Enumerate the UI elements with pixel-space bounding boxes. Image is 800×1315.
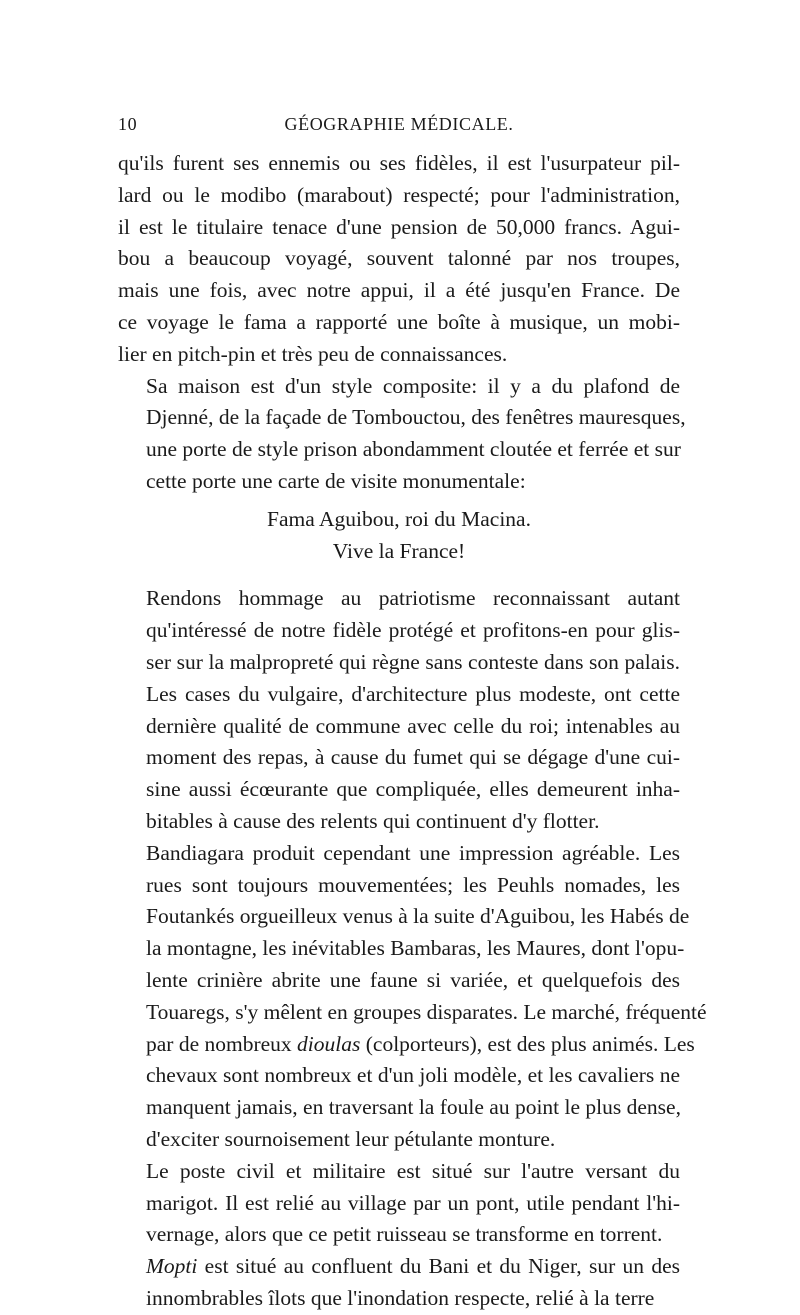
- text-line: Le poste civil et militaire est situé sur l'autre versant du: [146, 1158, 680, 1183]
- paragraph: [118, 583, 680, 837]
- text-line: manquent jamais, en traversant la foule au point le plus dense,: [146, 1095, 681, 1120]
- text-line: la montagne, les inévitables Bambaras, les Maures, dont l'opu-: [146, 936, 685, 961]
- inscription-line: Fama Aguibou, roi du Macina.: [267, 506, 531, 531]
- text-line: lier en pitch-pin et très peu de connaissances.: [118, 341, 508, 366]
- text-line: Bandiagara produit cependant une impression agréable. Les: [146, 840, 680, 865]
- text-line: Touaregs, s'y mêlent en groupes disparates. Le marché, fréquenté: [146, 999, 707, 1024]
- text-line: Sa maison est d'un style composite: il y a du plafond de: [146, 373, 680, 398]
- paragraph: [118, 371, 686, 498]
- text-line: innombrables îlots que l'inondation respecte, relié à la terre: [146, 1285, 655, 1310]
- text-line: d'exciter sournoisement leur pétulante monture.: [146, 1126, 556, 1151]
- text-line: Foutankés orgueilleux venus à la suite d'Aguibou, les Habés de: [146, 904, 690, 929]
- text-line: il est le titulaire tenace d'une pension de 50,000 francs. Agui-: [118, 214, 680, 239]
- text-line: sine aussi écœurante que compliquée, elles demeurent inha-: [146, 777, 680, 802]
- paragraph: [118, 838, 707, 1156]
- text-line: Les cases du vulgaire, d'architecture plus modeste, ont cette: [146, 681, 680, 706]
- text-line: marigot. Il est relié au village par un pont, utile pendant l'hi-: [146, 1190, 680, 1215]
- text-line: bitables à cause des relents qui continuent d'y flotter.: [146, 808, 600, 833]
- inscription: [118, 504, 680, 568]
- page-body: [118, 148, 707, 1315]
- text-line: bou a beaucoup voyagé, souvent talonné par nos troupes,: [118, 246, 680, 271]
- text-line: Rendons hommage au patriotisme reconnaissant autant: [146, 586, 680, 611]
- running-title: GÉOGRAPHIE MÉDICALE.: [284, 114, 514, 134]
- page-header: [118, 114, 680, 138]
- text-line: Djenné, de la façade de Tombouctou, des fenêtres mauresques,: [146, 405, 686, 430]
- text-line: une porte de style prison abondamment cloutée et ferrée et sur: [146, 437, 681, 462]
- text-line: cette porte une carte de visite monumentale:: [146, 468, 526, 493]
- text-line: Mopti est situé au confluent du Bani et du Niger, sur un des: [146, 1254, 680, 1279]
- text-line: vernage, alors que ce petit ruisseau se transforme en torrent.: [146, 1222, 663, 1247]
- paragraph: [118, 1156, 680, 1251]
- text-line: dernière qualité de commune avec celle du roi; intenables au: [146, 713, 680, 738]
- text-line: ce voyage le fama a rapporté une boîte à musique, un mobi-: [118, 309, 680, 334]
- text-line: lard ou le modibo (marabout) respecté; pour l'administration,: [118, 182, 680, 207]
- text-line: chevaux sont nombreux et d'un joli modèle, et les cavaliers ne: [146, 1063, 680, 1088]
- paragraph: [118, 148, 680, 371]
- page-number: 10: [118, 114, 138, 134]
- inscription-line: Vive la France!: [332, 538, 466, 563]
- text-line: lente crinière abrite une faune si variée, et quelquefois des: [146, 967, 680, 992]
- paragraph: [118, 1251, 680, 1315]
- text-line: mais une fois, avec notre appui, il a été jusqu'en France. De: [118, 278, 680, 303]
- text-line: qu'intéressé de notre fidèle protégé et profitons-en pour glis-: [146, 618, 680, 643]
- text-line: rues sont toujours mouvementées; les Peuhls nomades, les: [146, 872, 680, 897]
- text-line: ser sur la malpropreté qui règne sans conteste dans son palais.: [146, 649, 680, 674]
- text-line: qu'ils furent ses ennemis ou ses fidèles, il est l'usurpateur pil-: [118, 151, 680, 175]
- text-line: moment des repas, à cause du fumet qui se dégage d'une cui-: [146, 745, 680, 770]
- text-line: par de nombreux dioulas (colporteurs), est des plus animés. Les: [146, 1031, 695, 1056]
